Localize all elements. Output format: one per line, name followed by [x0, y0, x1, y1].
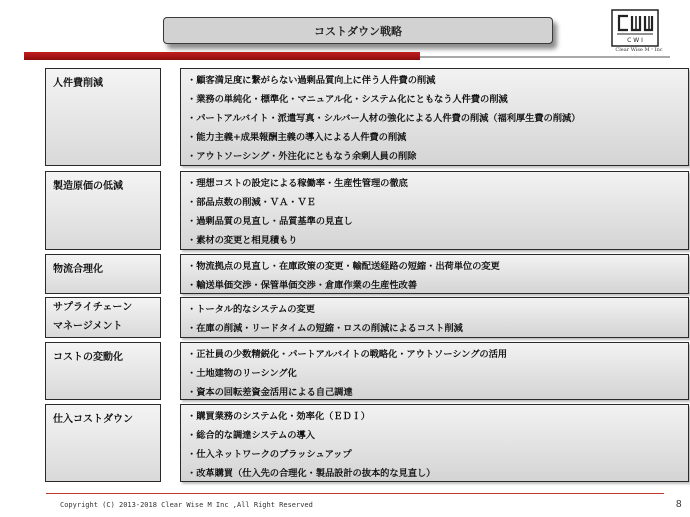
slide-title: コストダウン戦略 [163, 17, 553, 44]
list-item: ・物流拠点の見直し・在庫政策の変更・輸配送経路の短縮・出荷単位の変更 [187, 261, 500, 272]
row-supply-chain [45, 297, 689, 338]
list-item: ・部品点数の削減・ＶＡ・ＶＥ [187, 197, 316, 208]
category-label [45, 171, 161, 250]
item-list [180, 68, 689, 166]
category-label [45, 342, 161, 400]
row-variable-cost [45, 342, 689, 400]
item-list [180, 342, 689, 400]
list-item: ・業務の単純化・標準化・マニュアル化・システム化にともなう人件費の削減 [187, 94, 508, 105]
row-personnel [45, 68, 689, 166]
copyright-text: Copyright (C) 2013-2018 Clear Wise M Inc ,All Right Reserved [60, 501, 313, 509]
item-list [180, 297, 689, 338]
list-item: ・改革購買（仕入先の合理化・製品設計の抜本的な見直し） [187, 468, 436, 479]
list-item: ・総合的な調達システムの導入 [187, 430, 315, 441]
item-list [180, 254, 689, 294]
title-underline-red [24, 52, 420, 60]
category-text: 製造原価の低減 [53, 181, 123, 192]
list-item: ・輸送単価交渉・保管単価交渉・倉庫作業の生産性改善 [187, 280, 417, 291]
category-label [45, 404, 161, 482]
company-logo [611, 9, 659, 47]
row-manufacturing [45, 171, 689, 250]
category-text: 人件費削減 [53, 78, 103, 89]
list-item: ・在庫の削減・リードタイムの短縮・ロスの削減によるコスト削減 [187, 323, 463, 334]
category-text: 仕入コストダウン [53, 414, 133, 425]
list-item: ・理想コストの設定による稼働率・生産性管理の徹底 [187, 178, 408, 189]
list-item: ・過剰品質の見直し・品質基準の見直し [187, 216, 353, 227]
list-item: ・アウトソーシング・外注化にともなう余剰人員の削除 [187, 151, 417, 162]
category-label [45, 254, 161, 294]
category-text: 物流合理化 [53, 264, 103, 275]
list-item: ・パートアルバイト・派遣写真・シルバー人材の強化による人件費の削減（福利厚生費の削減） [187, 113, 581, 124]
list-item: ・土地建物のリーシング化 [187, 368, 297, 379]
item-list [180, 404, 689, 482]
list-item: ・素材の変更と相見積もり [187, 235, 298, 246]
list-item: ・購買業務のシステム化・効率化（ＥＤＩ） [187, 411, 371, 422]
row-purchasing [45, 404, 689, 482]
category-label [45, 297, 161, 338]
list-item: ・仕入ネットワークのブラッシュアップ [187, 449, 352, 460]
title-underline-gray [420, 56, 670, 58]
list-item: ・トータル的なシステムの変更 [187, 304, 315, 315]
list-item: ・正社員の少数精鋭化・パートアルバイトの戦略化・アウトソーシングの活用 [187, 349, 507, 360]
category-text: マネージメント [53, 321, 123, 332]
footer-divider [46, 493, 664, 494]
category-label [45, 68, 161, 166]
category-text: サプライチェーン [53, 302, 133, 313]
page-number: 8 [676, 499, 682, 510]
item-list [180, 171, 689, 250]
logo-caption: Clear Wise M・Inc [615, 47, 663, 53]
list-item: ・顧客満足度に繋がらない過剰品質向上に伴う人件費の削減 [187, 75, 436, 86]
list-item: ・能力主義+成果報酬主義の導入による人件費の削減 [187, 132, 407, 143]
category-text: コストの変動化 [53, 352, 123, 363]
svg-text:C W I: C W I [627, 37, 643, 44]
list-item: ・資本の回転差資金活用による自己調達 [187, 387, 353, 398]
row-logistics [45, 254, 689, 294]
